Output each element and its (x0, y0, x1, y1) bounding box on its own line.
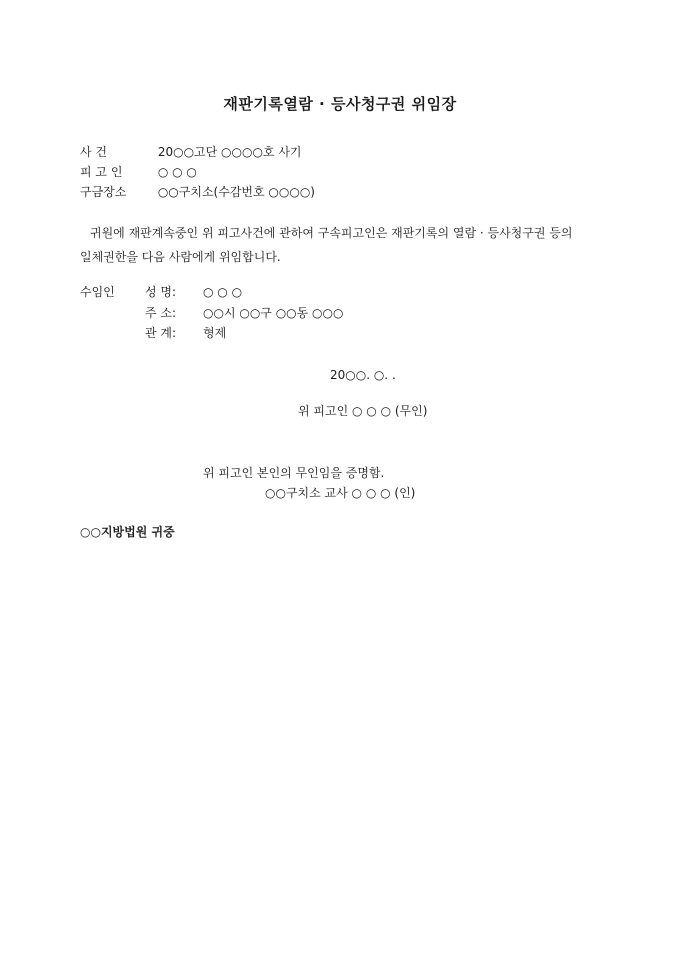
mandatary-address-key: 주 소: (145, 306, 177, 320)
detention-value: ○○구치소(수감번호 ○○○○) (157, 185, 315, 199)
mandatary-relation-key: 관 계: (145, 326, 177, 340)
detention-label: 구금장소 (80, 185, 127, 199)
mandatary-label: 수임인 (80, 285, 115, 299)
document-title: 재판기록열람 · 등사청구권 위임장 (223, 95, 457, 113)
mandatary-name-value: ○ ○ ○ (203, 285, 243, 299)
mandatary-relation-value: 형제 (203, 326, 227, 340)
case-label: 사 건 (80, 145, 107, 159)
defendant-signature: 위 피고인 ○ ○ ○ (무인) (298, 404, 428, 418)
mandatary-relation-row (145, 325, 226, 341)
case-row (80, 144, 302, 160)
mandatary-address-row (145, 305, 343, 321)
mandatary-name-key: 성 명: (145, 285, 177, 299)
case-value: 20○○고단 ○○○○호 사기 (157, 145, 302, 159)
defendant-label: 피 고 인 (80, 165, 123, 179)
defendant-value: ○ ○ ○ (157, 165, 197, 179)
defendant-row (80, 164, 197, 180)
court-addressee: ○○지방법원 귀중 (80, 525, 175, 539)
mandatary-address-value: ○○시 ○○구 ○○동 ○○○ (203, 306, 344, 320)
document-date: 20○○. ○. . (330, 368, 396, 382)
detention-row (80, 184, 315, 200)
mandatary-name-row (145, 284, 242, 300)
mandate-body-text: 귀원에 재판계속중인 위 피고사건에 관하여 구속피고인은 재판기록의 열람 · 등사청구권 등의 일체권한을 다음 사람에게 위임합니다. (80, 226, 573, 264)
warden-signature: ○○구치소 교사 ○ ○ ○ (인) (265, 486, 416, 500)
certification-statement: 위 피고인 본인의 무인임을 증명함. (203, 466, 385, 480)
